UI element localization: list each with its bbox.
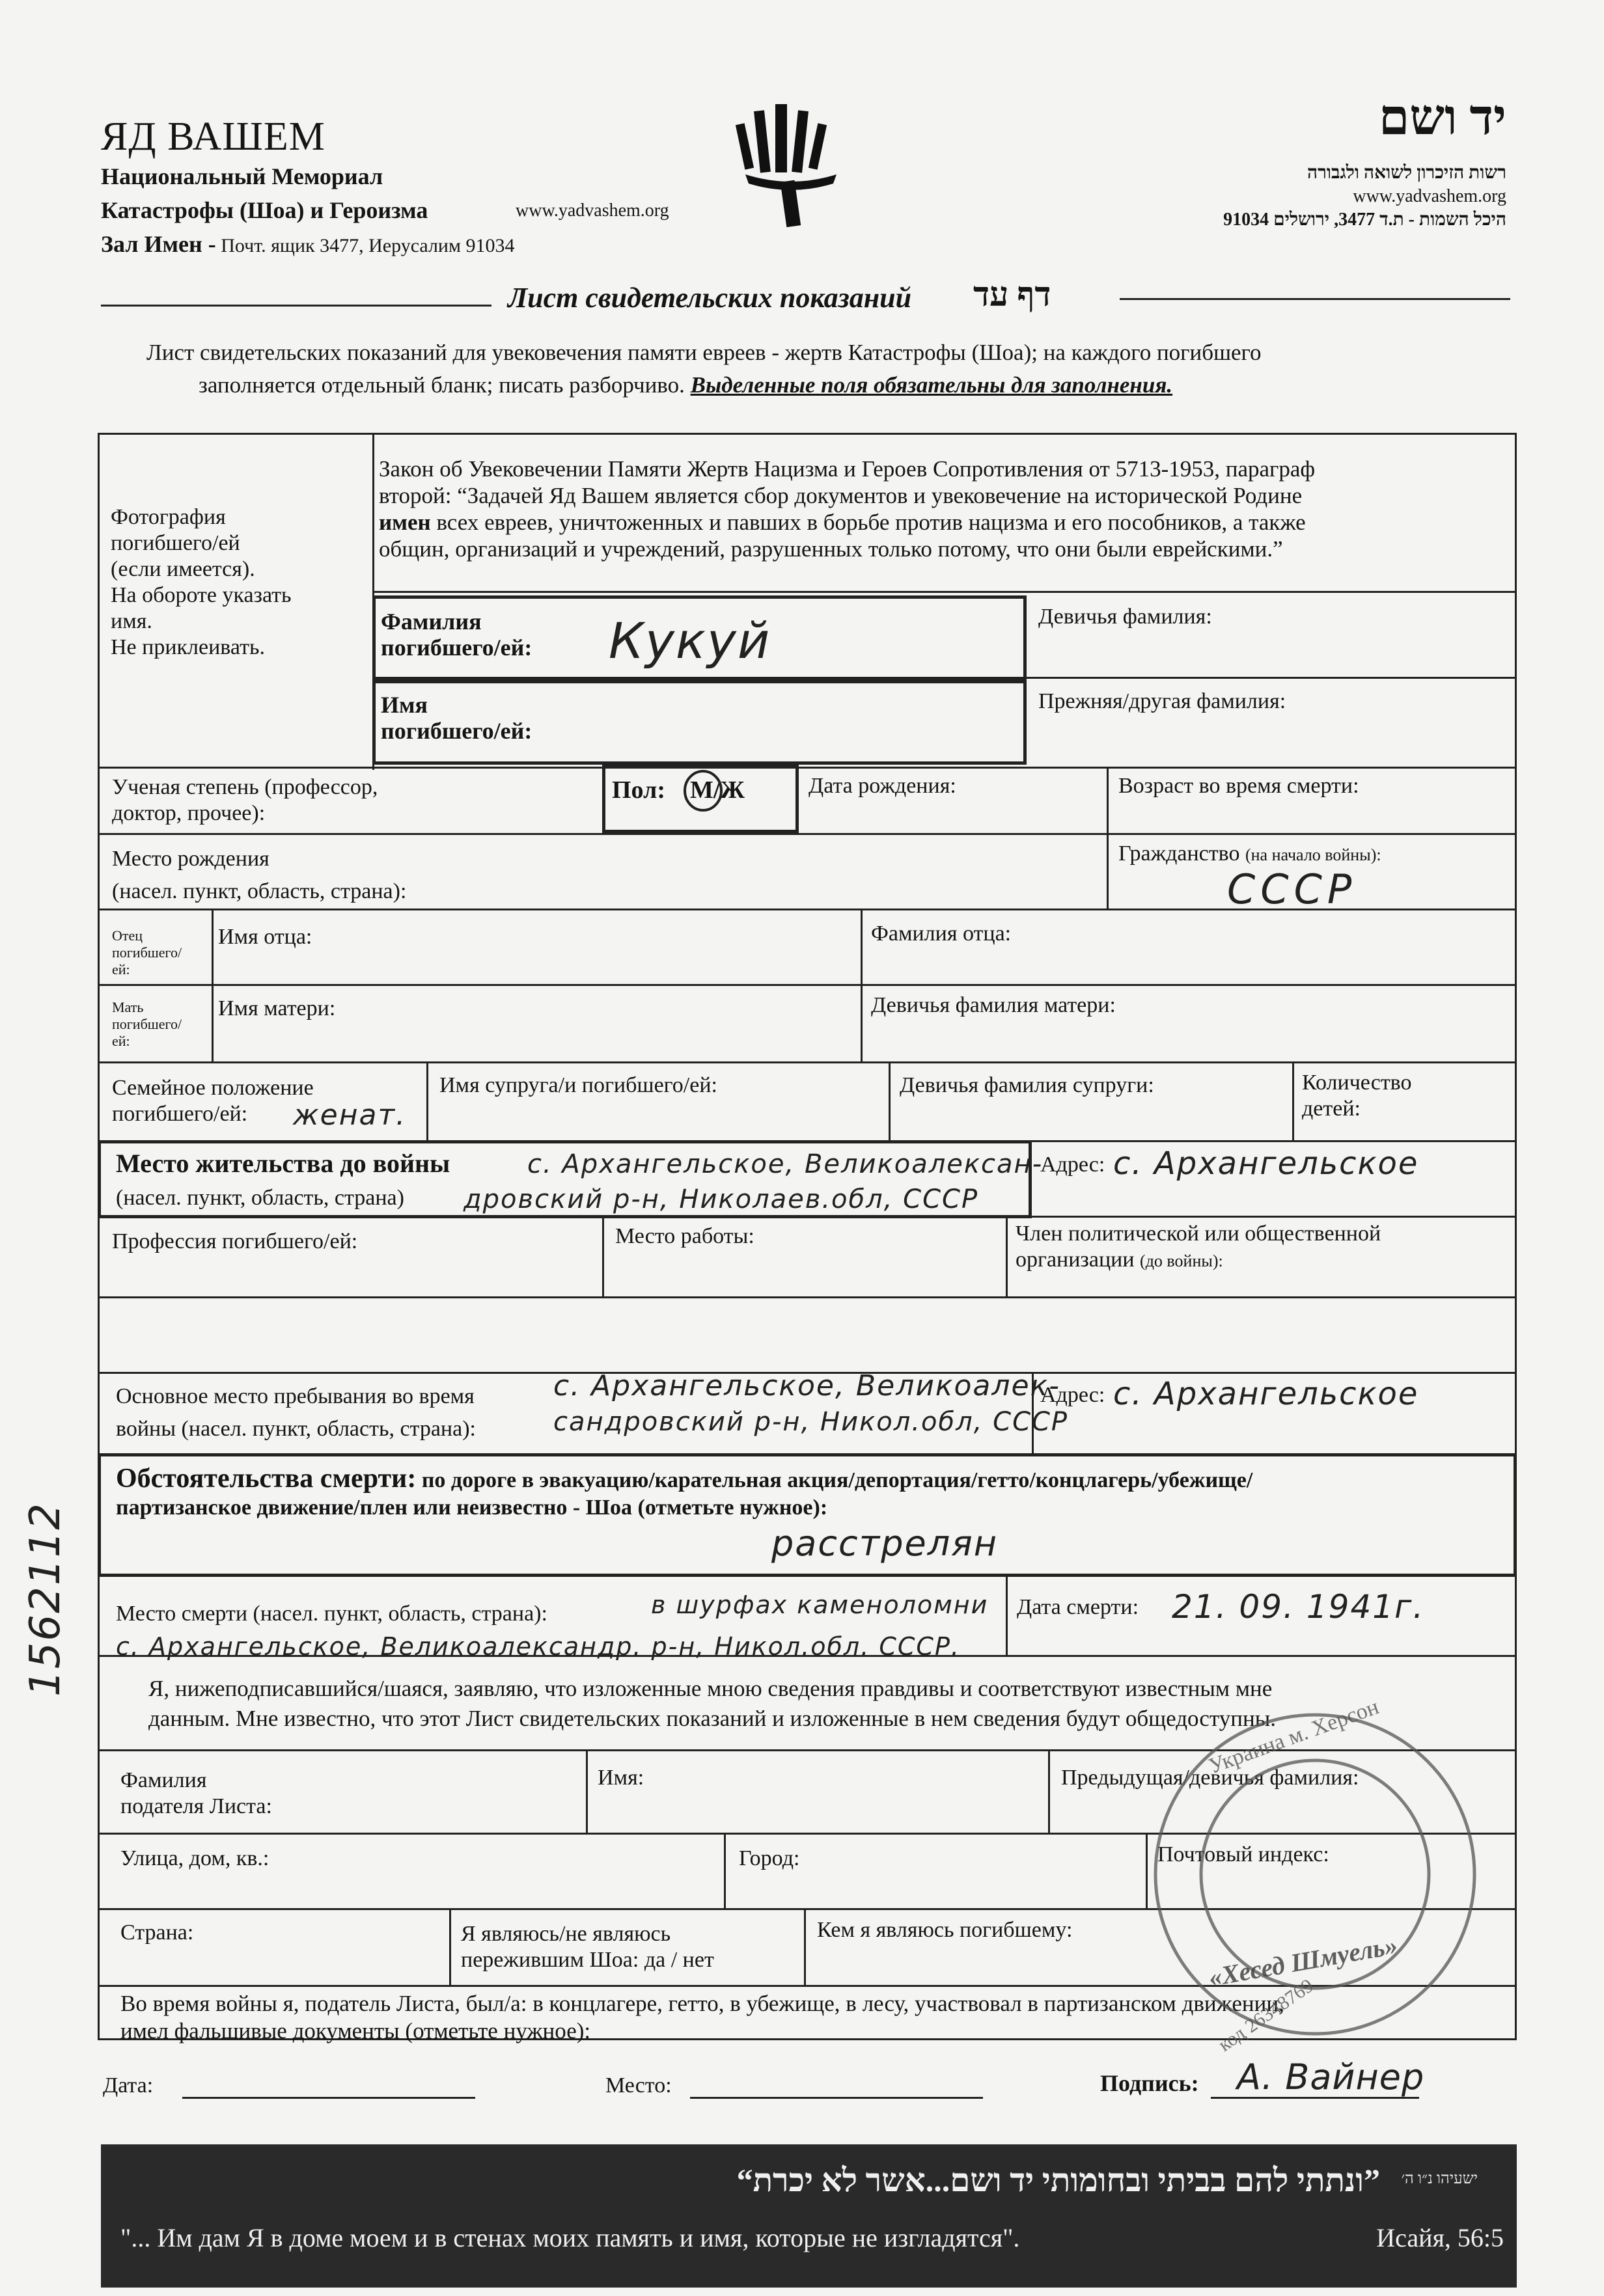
degree-l2: доктор, прочее): xyxy=(112,801,266,825)
workplace-label: Место работы: xyxy=(615,1224,754,1248)
birth-date-label: Дата рождения: xyxy=(809,774,956,798)
surname-l1: Фамилия xyxy=(381,608,482,635)
marital-value: женат. xyxy=(293,1099,407,1132)
father-side-l3: ей: xyxy=(112,961,130,977)
quote-he-ref: ישעיהו נ״ו ה׳ xyxy=(1401,2170,1478,2187)
form-title-he: דף עד xyxy=(973,277,1051,314)
circumstances-label: Обстоятельства смерти: xyxy=(116,1464,417,1494)
circumstances-text-l2: партизанское движение/плен или неизвестно - Шоа (отметьте нужное): xyxy=(116,1496,828,1520)
wartime-divider xyxy=(1032,1372,1034,1453)
row-rule-3 xyxy=(98,909,1517,910)
submitter-div1 xyxy=(586,1749,588,1833)
submitter-wartime-l2: имел фальшивые документы (отметьте нужное): xyxy=(120,2018,591,2043)
mother-side-l2: погибшего/ xyxy=(112,1016,182,1032)
wartime-l2: войны (насел. пункт, область, страна): xyxy=(116,1417,476,1441)
wartime-address-value: с. Архангельское xyxy=(1113,1376,1419,1412)
children-l2: детей: xyxy=(1302,1097,1361,1121)
hall-label: Зал Имен - xyxy=(101,231,216,257)
photo-l4: На обороте указать xyxy=(111,583,292,607)
political-l1: Член политической или общественной xyxy=(1016,1222,1381,1246)
residence-note: (насел. пункт, область, страна) xyxy=(116,1186,404,1210)
children-label xyxy=(1302,1070,1412,1122)
country-divider xyxy=(449,1908,451,1986)
hall-address: Почт. ящик 3477, Иерусалим 91034 xyxy=(221,235,515,256)
survivor-l1: Я являюсь/не являюсь xyxy=(461,1922,671,1946)
survivor-label xyxy=(461,1921,714,1973)
photo-l1: Фотография xyxy=(111,505,226,529)
citizenship-note: (на начало войны): xyxy=(1245,845,1381,864)
surname-label xyxy=(381,608,532,661)
street-label: Улица, дом, кв.: xyxy=(120,1846,270,1870)
father-name-label: Имя отца: xyxy=(218,925,312,949)
org-he-line2: היכל השמות - ת.ד 3477, ירושלים 91034 xyxy=(1223,210,1506,230)
wartime-address-label: Адрес: xyxy=(1040,1383,1105,1407)
survivor-divider xyxy=(804,1908,806,1986)
father-side-label xyxy=(112,927,182,978)
quote-ru: "... Им дам Я в доме моем и в стенах моих память и имя, которые не изгладятся". xyxy=(120,2223,1020,2252)
citizenship-label xyxy=(1118,841,1381,868)
signature-value: А. Вайнер xyxy=(1237,2057,1425,2098)
stamp-code-text: код 26348769 xyxy=(1214,1975,1318,2056)
street-divider xyxy=(724,1833,726,1909)
surname-l2: погибшего/ей: xyxy=(381,635,532,661)
sex-value: М/Ж xyxy=(690,776,745,804)
political-l2-wrap xyxy=(1016,1247,1381,1274)
wartime-l1: Основное место пребывания во время xyxy=(116,1384,475,1408)
photo-l5: имя. xyxy=(111,609,152,633)
stamp-ring-text: Украина м. Херсон xyxy=(1205,1695,1382,1779)
political-l2: организации xyxy=(1016,1248,1135,1272)
address-label: Адрес: xyxy=(1040,1153,1105,1177)
submitter-wartime-l1: Во время войны я, податель Листа, был/а: в концлагере, гетто, в убежище, в лесу, участвовал в партизанском движении, xyxy=(120,1991,1284,2016)
title-rule-right xyxy=(1120,298,1510,300)
submitter-prev-maiden-label: Предыдущая/девичья фамилия: xyxy=(1061,1766,1359,1790)
residence-value-l2: дровский р-н, Николаев.обл, СССР xyxy=(463,1184,979,1214)
stamp-center-text: «Хесед Шмуель» xyxy=(1206,1930,1400,1993)
place-line xyxy=(690,2097,983,2099)
margin-number: 1562112 xyxy=(21,1501,70,1697)
workplace-divider xyxy=(1006,1216,1008,1296)
photo-l3: (если имеется). xyxy=(111,557,255,581)
spouse-name-label: Имя супруга/и погибшего/ей: xyxy=(439,1073,717,1097)
photo-l6: Не приклеивать. xyxy=(111,635,265,659)
given-l2: погибшего/ей: xyxy=(381,718,532,744)
submitter-div2 xyxy=(1048,1749,1050,1833)
degree-l1: Ученая степень (профессор, xyxy=(112,775,378,799)
circumstances-line1 xyxy=(116,1463,1252,1494)
submitter-name-label: Имя: xyxy=(598,1766,644,1790)
law-rule xyxy=(372,591,1517,593)
date-label: Дата: xyxy=(103,2073,154,2098)
maiden-name-label: Девичья фамилия: xyxy=(1038,605,1212,629)
yad-vashem-logo xyxy=(732,98,850,228)
url-left: www.yadvashem.org xyxy=(516,200,669,221)
wartime-value-l2: сандровский р-н, Никол.обл, СССР xyxy=(553,1407,1069,1437)
given-l1: Имя xyxy=(381,692,428,718)
sex-circle-mark xyxy=(680,768,726,813)
marital-label xyxy=(112,1075,314,1127)
degree-label xyxy=(112,774,378,827)
citizenship-text: Гражданство xyxy=(1118,841,1240,866)
intro-line1: Лист свидетельских показаний для увековечения памяти евреев - жертв Катастрофы (Шоа); на каждого погибшего xyxy=(146,340,1262,365)
marital-divider xyxy=(426,1061,428,1141)
signature-label: Подпись: xyxy=(1100,2070,1199,2096)
quote-he: ”ונתתי להם בביתי ובחומותי יד ושם...אשר לא יכרת“ xyxy=(736,2162,1380,2198)
country-label: Страна: xyxy=(120,1920,194,1945)
form-title: Лист свидетельских показаний xyxy=(508,282,912,314)
marital-l1: Семейное положение xyxy=(112,1076,314,1100)
children-divider xyxy=(1292,1061,1294,1141)
postcode-label: Почтовый индекс: xyxy=(1157,1842,1329,1866)
submitter-surname-label xyxy=(120,1768,272,1820)
circumstances-text-l1: по дороге в эвакуацию/карательная акция/депортация/гетто/концлагерь/убежище/ xyxy=(421,1468,1253,1492)
relation-label: Кем я являюсь погибшему: xyxy=(817,1918,1073,1942)
maiden-rule xyxy=(1027,677,1517,679)
org-ru-title: ЯД ВАШЕМ xyxy=(101,115,325,159)
title-rule-left xyxy=(101,305,491,307)
father-surname-label: Фамилия отца: xyxy=(871,922,1012,946)
city-label: Город: xyxy=(739,1846,800,1870)
mother-side-l3: ей: xyxy=(112,1033,130,1049)
birthplace-l2: (насел. пункт, область, страна): xyxy=(112,879,407,903)
footer-banner xyxy=(101,2144,1517,2288)
mother-side-l1: Мать xyxy=(112,999,144,1015)
url-right: www.yadvashem.org xyxy=(1353,186,1506,206)
children-l1: Количество xyxy=(1302,1071,1412,1095)
death-divider xyxy=(1006,1577,1008,1655)
residence-label: Место жительства до войны xyxy=(116,1149,450,1178)
political-note: (до войны): xyxy=(1140,1251,1223,1270)
declaration-l1: Я, нижеподписавшийся/шаяся, заявляю, что изложенные мною сведения правдивы и соответствуют известным мне xyxy=(148,1676,1273,1701)
mother-maiden-label: Девичья фамилия матери: xyxy=(871,993,1116,1017)
row-rule-2 xyxy=(98,833,1517,835)
father-side-l2: погибшего/ xyxy=(112,944,182,961)
given-name-label xyxy=(381,692,532,744)
circumstances-value: расстрелян xyxy=(771,1523,999,1564)
row-rule-8 xyxy=(98,1296,1517,1298)
death-place-value-l2: с. Архангельское, Великоалександр. р-н, Никол.обл. СССР. xyxy=(116,1632,960,1661)
law-l3-bold: имен xyxy=(379,510,431,535)
law-l2: второй: “Задачей Яд Вашем является сбор документов и увековечение на исторической Родине xyxy=(379,483,1303,508)
spouse-divider xyxy=(889,1061,891,1141)
spouse-maiden-label: Девичья фамилия супруги: xyxy=(900,1073,1154,1097)
intro-text: заполняется отдельный бланк; писать разборчиво. xyxy=(199,372,685,398)
residence-value-l1: с. Архангельское, Великоалексан- xyxy=(527,1149,1044,1179)
hall-line xyxy=(101,230,514,258)
org-he-title: יד ושם xyxy=(1378,90,1506,145)
sex-label: Пол: xyxy=(612,776,666,804)
photo-l2: погибшего/ей xyxy=(111,531,240,555)
submitter-wartime xyxy=(120,1990,1284,2045)
wartime-label xyxy=(116,1384,476,1442)
law-text xyxy=(379,456,1315,562)
former-name-label: Прежняя/другая фамилия: xyxy=(1038,689,1286,713)
row-rule-7 xyxy=(98,1216,1517,1218)
row-rule-10 xyxy=(98,1655,1517,1657)
org-ru-line1: Национальный Мемориал xyxy=(101,163,383,189)
date-line xyxy=(182,2097,475,2099)
law-l3-text: всех евреев, уничтоженных и павших в борьбе против нацизма и его пособников, а также xyxy=(436,510,1306,535)
age-divider xyxy=(1107,767,1109,909)
death-date-value: 21. 09. 1941г. xyxy=(1172,1588,1425,1626)
submitter-surname-l2: подателя Листа: xyxy=(120,1794,272,1818)
political-label xyxy=(1016,1221,1381,1274)
survivor-l2: пережившим Шоа: да / нет xyxy=(461,1948,714,1972)
row-rule-1 xyxy=(98,767,1517,769)
wartime-value-l1: с. Архангельское, Великоалек- xyxy=(553,1369,1061,1402)
father-side-l1: Отец xyxy=(112,927,143,944)
marital-l2: погибшего/ей: xyxy=(112,1102,248,1126)
profession-divider xyxy=(602,1216,604,1296)
death-place-label: Место смерти (насел. пункт, область, страна): xyxy=(116,1602,547,1626)
row-rule-5 xyxy=(98,1061,1517,1063)
death-date-label: Дата смерти: xyxy=(1017,1595,1139,1619)
mother-side-label xyxy=(112,999,182,1050)
profession-label: Профессия погибшего/ей: xyxy=(112,1229,358,1253)
citizenship-value: СССР xyxy=(1227,866,1357,913)
submitter-surname-l1: Фамилия xyxy=(120,1768,207,1792)
quote-ru-ref: Исайя, 56:5 xyxy=(1376,2223,1504,2252)
address-value: с. Архангельское xyxy=(1113,1145,1419,1182)
intro-emphasis: Выделенные поля обязательны для заполнения. xyxy=(690,372,1173,398)
age-label: Возраст во время смерти: xyxy=(1118,774,1359,798)
org-he-line1: רשות הזיכרון לשואה ולגבורה xyxy=(1307,163,1506,183)
intro-line2 xyxy=(199,372,1172,398)
law-l4: общин, организаций и учреждений, разрушенных только потому, что они были еврейскими.” xyxy=(379,536,1283,562)
birthplace-label xyxy=(112,846,406,905)
org-ru-line2: Катастрофы (Шоа) и Героизма xyxy=(101,197,428,223)
mother-name-label: Имя матери: xyxy=(218,996,336,1020)
surname-value: Кукуй xyxy=(609,612,771,670)
declaration-l2: данным. Мне известно, что этот Лист свидетельских показаний и изложенные в нем сведения будут общедоступны. xyxy=(148,1706,1276,1731)
death-place-value-l1: в шурфах каменоломни xyxy=(651,1591,989,1619)
law-l3 xyxy=(379,509,1315,536)
row-rule-4 xyxy=(98,984,1517,986)
law-l1: Закон об Увековечении Памяти Жертв Нацизма и Героев Сопротивления от 5713-1953, параграф xyxy=(379,456,1316,482)
photo-label xyxy=(111,504,292,661)
place-label: Место: xyxy=(605,2073,672,2098)
birthplace-l1: Место рождения xyxy=(112,847,270,871)
declaration xyxy=(148,1674,1276,1734)
